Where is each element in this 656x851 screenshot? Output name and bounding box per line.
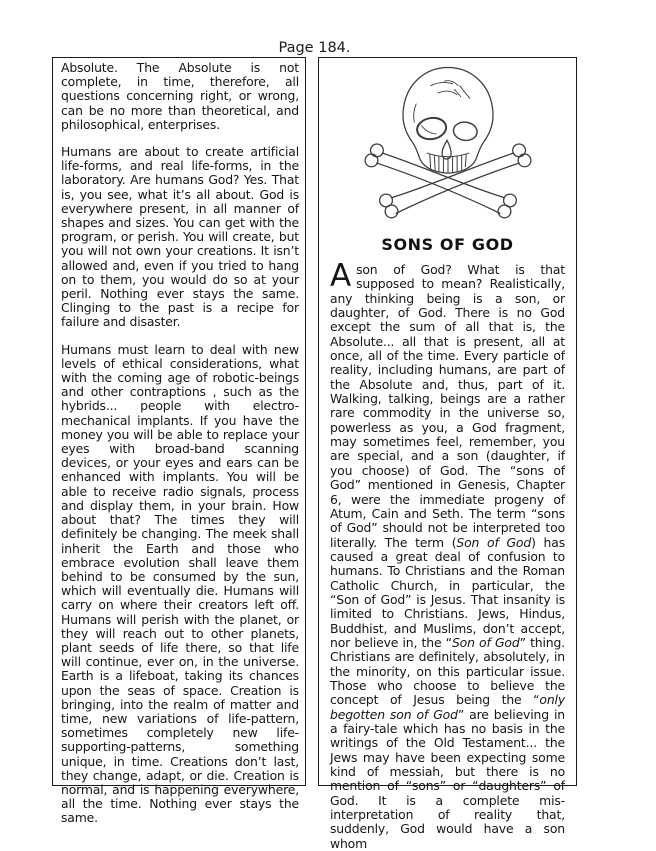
left-column-text [61, 61, 299, 826]
skull-crossbones-illustration [330, 62, 565, 230]
skull-crossbones-icon [352, 62, 544, 226]
left-column-panel [52, 57, 306, 826]
paragraph: Absolute. The Absolute is not complete, in time, therefore, all questions concerning right, or wrong, can be no more than theoretical, and philosophical, enterprises. [61, 60, 299, 132]
article [330, 258, 565, 851]
page-number-header: Page 184. [278, 40, 351, 56]
drop-cap: A [330, 258, 352, 294]
paragraph: Humans are about to create artificial life-forms, and real life-forms, in the laboratory. Are humans God? Yes. That is, you see, what it’s all about. God is everywhere present, in all manner of shapes and sizes. You can get with the program, or perish. You will create, but you will not own your creations. It isn’t allowed and, even if you tried to hang on to them, you would do so at your peril. Nothing ever stays the same. Clinging to the past is a recipe for failure and disaster. [61, 144, 299, 330]
article-body: son of God? What is that supposed to mean? Realistically, any thinking being is a son, or daughter, of God. There is no God except the sum of all that is, the Absolute... all that is present, all at once, all of the time. Every particle of reality, including humans, are part of the Absolute and, thus, part of it. Walking, talking, beings are a rather rare commodity in the universe so, powerless as you, a God fragment, may sometimes feel, remember, you are special, and a son (daughter, if you choose) of God. The “sons of God” mentioned in Genesis, Chapter 6, were the immediate progeny of Atum, Cain and Seth. The term “sons of God” should not be interpreted too literally. The term (Son of God) has caused a great deal of confusion to humans. To Christians and the Roman Catholic Church, in particular, the “Son of God” is Jesus. That insanity is limited to Christians. Jews, Hindus, Buddhist, and Muslims, don’t accept, nor believe in, the “Son of God” thing. Christians are definitely, absolutely, in the minority, on this particular issue. Those who choose to believe the concept of Jesus being the “only begotten son of God” are believing in a fairy-tale which has no basis in the writings of the Old Testament... the Jews may have been expecting some kind of messiah, but there is no mention of “sons” or “daughters” of God. It is a complete mis-interpretation of reality that, suddenly, God would have a son whom [330, 262, 565, 851]
paragraph: Humans must learn to deal with new levels of ethical considerations, what with the coming age of robotic-beings and other contraptions , such as the hybrids... people with electro-mechanical implants. If you have the money you will be able to replace your eyes with broad-band scanning devices, or your eyes and ears can be enhanced with implants. You will be able to receive radio signals, process and display them, in your brain. How about that? The times they will definitely be changing. The meek shall inherit the Earth and those who embrace evolution shall leave them behind to be consumed by the sun, which will eventually die. Humans will carry on where their creators left off. Humans will perish with the planet, or they will reach out to other planets, plant seeds of life there, so that life will continue, ever on, in the universe. Earth is a lifeboat, taking its chances upon the seas of space. Creation is bringing, into the realm of matter and time, new variations of life-pattern, sometimes completely new life-supporting-patterns, something unique, in time. Creations don’t last, they change, adapt, or die. Creation is normal, and is happening everywhere, all the time. Nothing ever stays the same. [61, 341, 299, 826]
section-heading: SONS OF GOD [381, 235, 514, 254]
right-column-panel [318, 57, 577, 851]
